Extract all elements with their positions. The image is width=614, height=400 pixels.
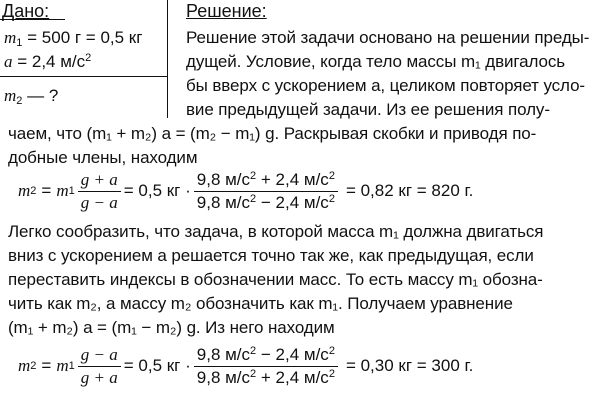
given-mass-line: $m_1 = 500$ г = 0,5 кг <box>4 28 143 49</box>
formula-1-numeric-fraction: $\frac{9,8 м/с^2 + 2,4 м/с^2}{9,8 м/с^2 - 2,4 м/с^2}$ <box>194 170 338 213</box>
unknown-line: $m_2$ — ? <box>4 86 59 107</box>
paragraph1-line-4: вие предыдущей задачи. Из ее решения полу- <box>186 100 550 119</box>
given-block <box>0 0 168 120</box>
paragraph2-line-5: (m₁ + m₂) a = (m₁ − m₂) g. Из него находим <box>8 318 335 337</box>
formula-1-ratio: $\frac{g + a}{g - a}$ <box>78 170 121 213</box>
formula-2-ratio: $\frac{g - a}{g + a}$ <box>78 345 121 388</box>
paragraph2-line-4: чить как m₂, а массу m₂ обозначить как m₁. Получаем уравнение <box>8 294 513 313</box>
paragraph1-line-2: дущей. Условие, когда тело массы m₁ двигалось <box>186 52 566 71</box>
paragraph1-line-6: добные члены, находим <box>8 148 198 167</box>
given-title-underline-rule <box>0 19 65 20</box>
given-vertical-rule <box>167 0 168 118</box>
formula-1-result: = 0,82 кг = 820 г. <box>345 181 474 200</box>
formula-2-numeric-fraction: $\frac{9,8 м/с^2 - 2,4 м/с^2}{9,8 м/с^2 + 2,4 м/с^2}$ <box>194 345 338 388</box>
paragraph1-line-1: Решение этой задачи основано на решении преды- <box>186 28 590 47</box>
paragraph1-line-5: чаем, что (m₁ + m₂) a = (m₂ − m₁) g. Раскрывая скобки и приводя по- <box>8 124 537 143</box>
paragraph2-line-2: вниз с ускорением a решается точно так же, как предыдущая, если <box>8 246 534 265</box>
given-acceleration-line: a = 2,4 $м/с^2$ <box>4 52 92 71</box>
solution-title: Решение: <box>186 1 267 21</box>
formula-2-result: = 0,30 кг = 300 г. <box>345 356 474 375</box>
paragraph1-line-3: бы вверх с ускорением a, целиком повторяет усло- <box>186 76 585 95</box>
given-title: Дано: <box>2 1 50 21</box>
paragraph2-line-3: переставить индексы в обозначении масс. То есть массу m₁ обозна- <box>8 270 543 289</box>
given-divider <box>0 76 168 77</box>
paragraph2-line-1: Легко сообразить, что задача, в которой масса m₁ должна двигаться <box>8 222 544 241</box>
formula-2: m 2 = m 1 $\frac{g - a}{g + a}$ = 0,5 кг · $\frac{9,8 м/с^2 - 2,4 м/с^2}{9,8 м/с^2 + 2,4 м/с^2}$ = 0,30 кг = 300 г. <box>18 344 474 387</box>
formula-1: m 2 = m 1 $\frac{g + a}{g - a}$ = 0,5 кг · $\frac{9,8 м/с^2 + 2,4 м/с^2}{9,8 м/с^2 - 2,4 м/с^2}$ = 0,82 кг = 820 г. <box>18 169 474 212</box>
